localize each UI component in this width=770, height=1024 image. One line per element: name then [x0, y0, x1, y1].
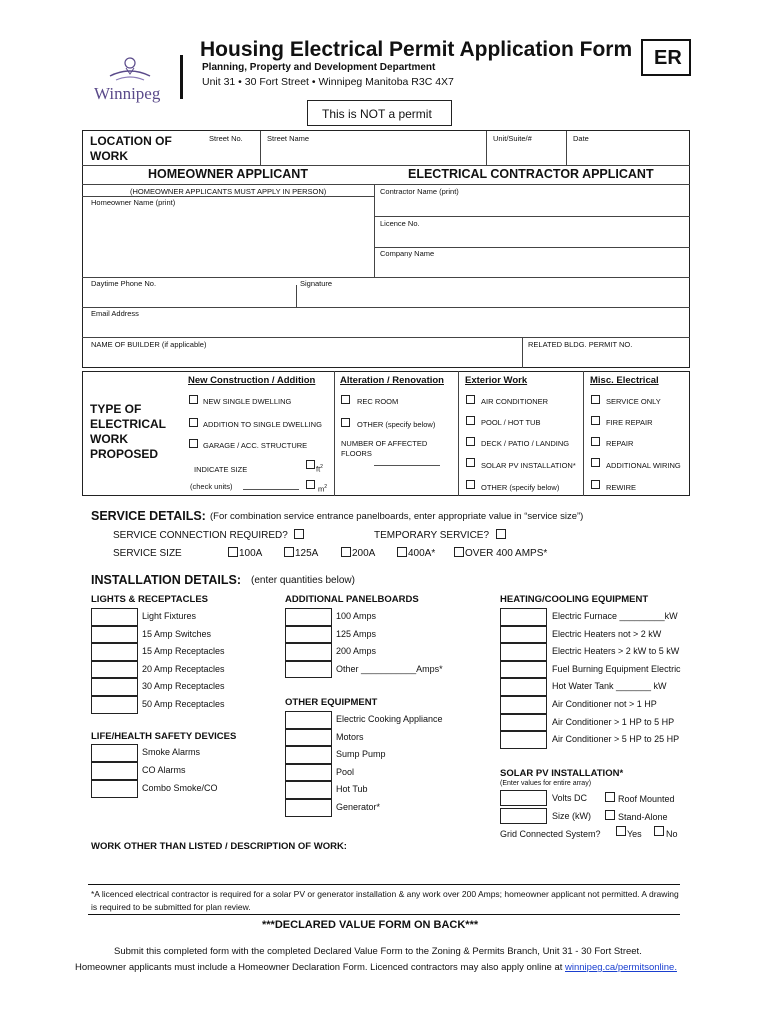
- rewire-checkbox[interactable]: [591, 480, 600, 489]
- lights-row-label: 20 Amp Receptacles: [142, 663, 225, 674]
- grid-connected-label: Grid Connected System?: [500, 829, 601, 839]
- hvac-row-input[interactable]: [500, 643, 547, 661]
- email-field[interactable]: [84, 318, 688, 336]
- grid-yes-checkbox[interactable]: [616, 826, 626, 836]
- lights-row-input[interactable]: [91, 696, 138, 714]
- hvac-row-input[interactable]: [500, 714, 547, 732]
- stand-alone-label: Stand-Alone: [618, 812, 668, 822]
- hvac-row-label: Electric Furnace _________kW: [552, 611, 678, 621]
- col-misc: Misc. Electrical: [590, 375, 659, 386]
- hvac-row-label: Air Conditioner not > 1 HP: [552, 699, 657, 709]
- submit-instructions: Submit this completed form with the completed Declared Value Form to the Zoning & Permits Branch, Unit 31 - 30 Fort Street.: [114, 946, 642, 957]
- temporary-service-label: TEMPORARY SERVICE?: [374, 530, 490, 541]
- garage-checkbox[interactable]: [189, 439, 198, 448]
- other-alteration-checkbox[interactable]: [341, 418, 350, 427]
- fire-repair-checkbox[interactable]: [591, 416, 600, 425]
- page-title: Housing Electrical Permit Application Form: [200, 38, 633, 61]
- panels-heading: ADDITIONAL PANELBOARDS: [285, 594, 419, 605]
- service-details-title: SERVICE DETAILS:: [91, 509, 206, 523]
- other-equipment-row-input[interactable]: [285, 746, 332, 764]
- service-connection-label: SERVICE CONNECTION REQUIRED?: [113, 530, 288, 541]
- hvac-row-label: Electric Heaters > 2 kW to 5 kW: [552, 646, 680, 657]
- size-100a-label: 100A: [239, 548, 263, 559]
- size-kw-input[interactable]: [500, 808, 547, 824]
- size-200a-label: 200A: [352, 548, 376, 559]
- indicate-size-label: INDICATE SIZE: [194, 465, 248, 474]
- permits-online-link[interactable]: winnipeg.ca/permitsonline.: [565, 962, 677, 973]
- solar-heading: SOLAR PV INSTALLATION*: [500, 768, 624, 779]
- hvac-row-label: Electric Heaters not > 2 kW: [552, 628, 662, 639]
- other-equipment-row-input[interactable]: [285, 764, 332, 782]
- safety-heading: LIFE/HEALTH SAFETY DEVICES: [91, 731, 237, 742]
- safety-row-input[interactable]: [91, 744, 138, 762]
- safety-row-input[interactable]: [91, 762, 138, 780]
- size-125a-checkbox[interactable]: [284, 547, 294, 557]
- safety-row-input[interactable]: [91, 780, 138, 798]
- homeowner-name-label: Homeowner Name (print): [91, 198, 176, 207]
- form-code: ER: [654, 47, 682, 69]
- solar-checkbox[interactable]: [466, 458, 475, 467]
- roof-mounted-checkbox[interactable]: [605, 792, 615, 802]
- rec-room-checkbox[interactable]: [341, 395, 350, 404]
- lights-row-input[interactable]: [91, 608, 138, 626]
- unit-m-label: $m^2$: [318, 484, 328, 494]
- volts-dc-label: Volts DC: [552, 793, 588, 803]
- signature-field[interactable]: [298, 288, 688, 307]
- addition-single-dwelling-checkbox[interactable]: [189, 418, 198, 427]
- contractor-name-field[interactable]: [376, 196, 688, 216]
- stand-alone-checkbox[interactable]: [605, 810, 615, 820]
- other-equipment-row-label: Pool: [336, 766, 355, 777]
- air-conditioner-label: AIR CONDITIONER: [481, 397, 549, 406]
- size-400a-label: 400A*: [408, 548, 436, 559]
- safety-row-label: Combo Smoke/CO: [142, 783, 218, 793]
- phone-field[interactable]: [84, 288, 294, 307]
- homeowner-note: (HOMEOWNER APPLICANTS MUST APPLY IN PERSON): [130, 187, 327, 196]
- lights-row-label: 15 Amp Switches: [142, 628, 212, 639]
- hvac-heading: HEATING/COOLING EQUIPMENT: [500, 594, 649, 605]
- additional-wiring-checkbox[interactable]: [591, 458, 600, 467]
- other-equipment-row-label: Motors: [336, 731, 364, 742]
- location-label: LOCATION OF WORK: [90, 134, 172, 163]
- department-name: Planning, Property and Development Department: [202, 62, 436, 73]
- street-no-field[interactable]: [206, 143, 260, 165]
- other-equipment-row-label: Generator*: [336, 802, 381, 812]
- work-type-label: TYPE OF ELECTRICAL WORK PROPOSED: [90, 402, 166, 461]
- lights-row-label: 50 Amp Receptacles: [142, 699, 225, 709]
- work-other-heading: WORK OTHER THAN LISTED / DESCRIPTION OF WORK:: [91, 841, 347, 852]
- street-name-label: Street Name: [267, 134, 310, 143]
- hvac-row-input[interactable]: [500, 661, 547, 679]
- builder-label: NAME OF BUILDER (if applicable): [91, 340, 207, 349]
- company-field[interactable]: [376, 258, 688, 276]
- size-ft-checkbox[interactable]: [306, 460, 315, 469]
- col-exterior: Exterior Work: [465, 375, 528, 386]
- company-label: Company Name: [380, 249, 435, 258]
- volts-dc-input[interactable]: [500, 790, 547, 806]
- lights-row-label: 30 Amp Receptacles: [142, 681, 225, 692]
- panel-row-input[interactable]: [285, 661, 332, 679]
- size-m-checkbox[interactable]: [306, 480, 315, 489]
- service-only-label: SERVICE ONLY: [606, 397, 661, 406]
- hvac-row-input[interactable]: [500, 626, 547, 644]
- repair-checkbox[interactable]: [591, 437, 600, 446]
- panel-row-label: 100 Amps: [336, 611, 377, 621]
- unit-label: Unit/Suite/#: [493, 134, 532, 143]
- lights-row-label: Light Fixtures: [142, 611, 197, 621]
- other-equipment-row-input[interactable]: [285, 781, 332, 799]
- deck-checkbox[interactable]: [466, 437, 475, 446]
- footer-note: *A licenced electrical contractor is required for a solar PV or generator installation & any work over 200 Amps; homeowner applicant not permitted. A drawing is required to be submitted for plan review.: [91, 889, 679, 912]
- other-exterior-label: OTHER (specify below): [481, 483, 560, 492]
- homeowner-title: HOMEOWNER APPLICANT: [148, 167, 308, 181]
- affected-floors-label-2: FLOORS: [341, 449, 372, 458]
- city-logo: [92, 50, 172, 110]
- not-a-permit-text: This is NOT a permit: [322, 107, 432, 121]
- panel-row-input[interactable]: [285, 643, 332, 661]
- rec-room-label: REC ROOM: [357, 397, 399, 406]
- temporary-service-checkbox[interactable]: [496, 529, 506, 539]
- homeowner-name-field[interactable]: [84, 208, 372, 276]
- size-kw-label: Size (kW): [552, 811, 591, 821]
- homeowner-instructions: Homeowner applicants must include a Homeowner Declaration Form. Licenced contractors may also apply online at winnipeg.ca/permitsonline.: [75, 962, 677, 973]
- installation-note: (enter quantities below): [251, 575, 355, 586]
- size-over400-label: OVER 400 AMPS*: [465, 548, 548, 559]
- addition-single-dwelling-label: ADDITION TO SINGLE DWELLING: [203, 420, 322, 429]
- not-a-permit-box: [307, 100, 452, 126]
- other-equipment-heading: OTHER EQUIPMENT: [285, 697, 378, 708]
- header-divider: [180, 55, 183, 99]
- unit-ft-label: $ft^2$: [316, 464, 323, 474]
- contractor-name-label: Contractor Name (print): [380, 187, 459, 196]
- logo-text: Winnipeg: [94, 84, 161, 103]
- grid-no-label: No: [666, 829, 678, 839]
- additional-wiring-label: ADDITIONAL WIRING: [606, 461, 681, 470]
- related-permit-label: RELATED BLDG. PERMIT NO.: [528, 340, 633, 349]
- other-exterior-checkbox[interactable]: [466, 480, 475, 489]
- size-125a-label: 125A: [295, 548, 319, 559]
- solar-label: SOLAR PV INSTALLATION*: [481, 461, 576, 470]
- hvac-row-input[interactable]: [500, 608, 547, 626]
- phone-label: Daytime Phone No.: [91, 279, 157, 288]
- other-equipment-row-input[interactable]: [285, 799, 332, 817]
- rewire-label: REWIRE: [606, 483, 636, 492]
- lights-row-input[interactable]: [91, 643, 138, 661]
- hvac-row-input[interactable]: [500, 678, 547, 696]
- other-equipment-row-input[interactable]: [285, 729, 332, 747]
- related-permit-field[interactable]: [524, 349, 688, 367]
- lights-row-label: 15 Amp Receptacles: [142, 646, 225, 657]
- licence-label: Licence No.: [380, 219, 420, 228]
- col-alteration: Alteration / Renovation: [340, 375, 444, 386]
- installation-title: INSTALLATION DETAILS:: [91, 573, 241, 587]
- roof-mounted-label: Roof Mounted: [618, 794, 675, 804]
- pool-label: POOL / HOT TUB: [481, 418, 541, 427]
- grid-no-checkbox[interactable]: [654, 826, 664, 836]
- other-equipment-row-input[interactable]: [285, 711, 332, 729]
- pool-checkbox[interactable]: [466, 416, 475, 425]
- repair-label: REPAIR: [606, 439, 634, 448]
- builder-field[interactable]: [84, 349, 520, 367]
- lights-row-input[interactable]: [91, 678, 138, 696]
- hvac-row-label: Fuel Burning Equipment Electric: [552, 663, 681, 674]
- affected-floors-label-1: NUMBER OF AFFECTED: [341, 439, 428, 448]
- size-100a-checkbox[interactable]: [228, 547, 238, 557]
- street-name-field[interactable]: [262, 143, 484, 165]
- size-field[interactable]: [243, 489, 299, 490]
- air-conditioner-checkbox[interactable]: [466, 395, 475, 404]
- date-label: Date: [573, 134, 589, 143]
- lights-heading: LIGHTS & RECEPTACLES: [91, 594, 208, 605]
- panel-row-label: 200 Amps: [336, 646, 377, 657]
- hvac-row-label: Air Conditioner > 5 HP to 25 HP: [552, 734, 680, 745]
- street-no-label: Street No.: [209, 134, 243, 143]
- email-label: Email Address: [91, 309, 139, 318]
- affected-floors-field[interactable]: [374, 465, 440, 466]
- panel-row-input[interactable]: [285, 626, 332, 644]
- grid-yes-label: Yes: [627, 829, 642, 839]
- panel-row-label: 125 Amps: [336, 628, 377, 639]
- service-only-checkbox[interactable]: [591, 395, 600, 404]
- panel-row-input[interactable]: [285, 608, 332, 626]
- date-field[interactable]: [568, 143, 688, 165]
- fire-repair-label: FIRE REPAIR: [606, 418, 653, 427]
- new-single-dwelling-checkbox[interactable]: [189, 395, 198, 404]
- unit-field[interactable]: [488, 143, 564, 165]
- form-code-box: [641, 39, 691, 76]
- garage-label: GARAGE / ACC. STRUCTURE: [203, 441, 308, 450]
- size-200a-checkbox[interactable]: [341, 547, 351, 557]
- solar-note: (Enter values for entire array): [500, 780, 592, 787]
- service-size-label: SERVICE SIZE: [113, 548, 182, 559]
- licence-field[interactable]: [376, 228, 688, 246]
- department-address: Unit 31 • 30 Fort Street • Winnipeg Manitoba R3C 4X7: [202, 76, 454, 88]
- hvac-row-label: Hot Water Tank _______ kW: [552, 681, 667, 692]
- hvac-row-label: Air Conditioner > 1 HP to 5 HP: [552, 716, 675, 727]
- declared-value-notice: ***DECLARED VALUE FORM ON BACK***: [262, 919, 479, 931]
- service-connection-checkbox[interactable]: [294, 529, 304, 539]
- lights-row-input[interactable]: [91, 661, 138, 679]
- service-details-note: (For combination service entrance panelboards, enter appropriate value in “service size”): [210, 511, 584, 522]
- size-over400-checkbox[interactable]: [454, 547, 464, 557]
- check-units-label: (check units): [190, 482, 233, 491]
- work-description-field[interactable]: [88, 853, 680, 883]
- hvac-row-input[interactable]: [500, 731, 547, 749]
- other-equipment-row-label: Sump Pump: [336, 749, 386, 760]
- other-alteration-label: OTHER (specify below): [357, 420, 436, 429]
- new-single-dwelling-label: NEW SINGLE DWELLING: [203, 397, 292, 406]
- contractor-title: ELECTRICAL CONTRACTOR APPLICANT: [408, 167, 654, 181]
- size-400a-checkbox[interactable]: [397, 547, 407, 557]
- hvac-row-input[interactable]: [500, 696, 547, 714]
- col-new-construction: New Construction / Addition: [188, 375, 316, 386]
- other-equipment-row-label: Electric Cooking Appliance: [336, 714, 443, 724]
- other-equipment-row-label: Hot Tub: [336, 784, 368, 795]
- safety-row-label: CO Alarms: [142, 765, 186, 775]
- panel-row-label: Other ___________Amps*: [336, 663, 443, 674]
- signature-label: Signature: [300, 279, 333, 288]
- safety-row-label: Smoke Alarms: [142, 747, 201, 757]
- deck-label: DECK / PATIO / LANDING: [481, 439, 570, 448]
- lights-row-input[interactable]: [91, 626, 138, 644]
